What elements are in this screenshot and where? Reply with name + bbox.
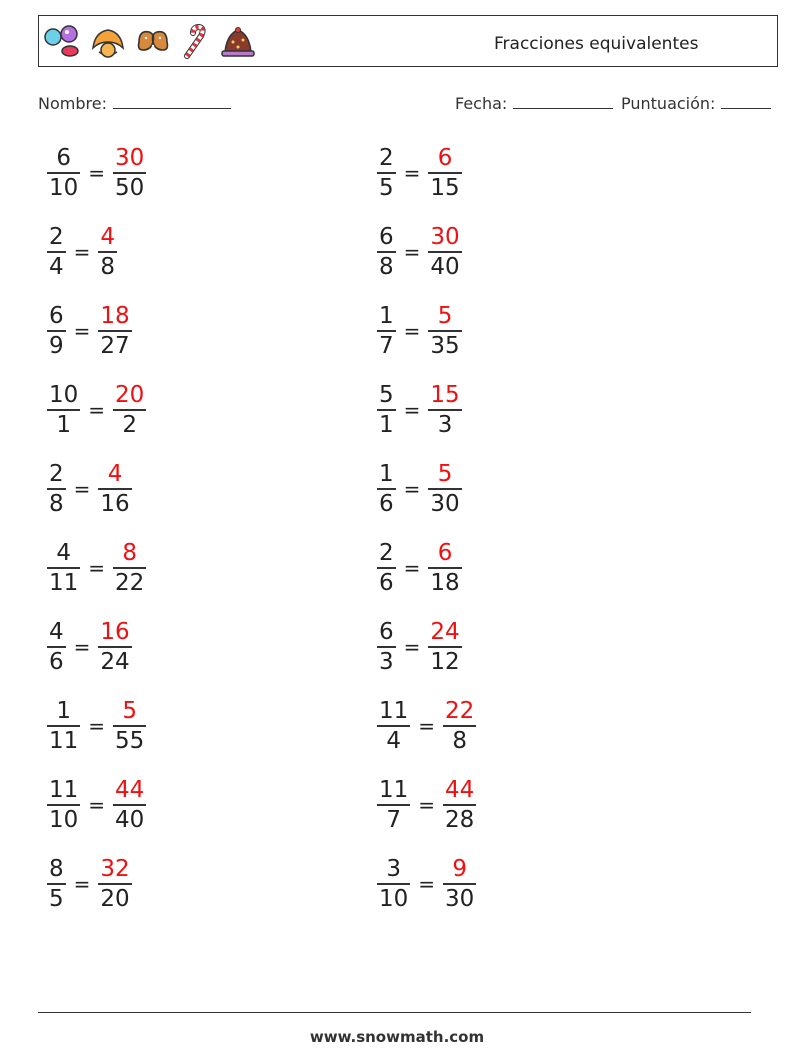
equals-sign: = bbox=[403, 398, 421, 422]
date-field bbox=[455, 94, 613, 113]
pretzel-icon bbox=[133, 24, 173, 60]
answer-denominator: 8 bbox=[100, 253, 116, 280]
answer-numerator: 30 bbox=[115, 145, 145, 172]
given-denominator: 6 bbox=[49, 648, 64, 675]
given-fraction bbox=[47, 618, 66, 675]
answer-fraction bbox=[98, 855, 131, 912]
answer-numerator: 44 bbox=[445, 777, 475, 804]
given-numerator: 6 bbox=[379, 619, 394, 646]
given-denominator: 5 bbox=[379, 174, 394, 201]
given-denominator: 9 bbox=[49, 332, 64, 359]
answer-fraction bbox=[428, 460, 461, 517]
given-numerator: 10 bbox=[49, 382, 79, 409]
given-numerator: 1 bbox=[379, 461, 394, 488]
given-numerator: 11 bbox=[379, 777, 409, 804]
given-denominator: 11 bbox=[49, 569, 79, 596]
problem-item bbox=[377, 613, 462, 681]
date-blank[interactable] bbox=[513, 94, 613, 109]
equals-sign: = bbox=[403, 556, 421, 580]
given-fraction bbox=[377, 460, 396, 517]
given-numerator: 4 bbox=[56, 540, 71, 567]
given-numerator: 6 bbox=[56, 145, 71, 172]
answer-numerator: 9 bbox=[452, 856, 467, 883]
given-numerator: 2 bbox=[379, 145, 394, 172]
croissant-icon bbox=[89, 24, 127, 60]
equals-sign: = bbox=[73, 635, 91, 659]
equals-sign: = bbox=[403, 319, 421, 343]
answer-denominator: 22 bbox=[115, 569, 145, 596]
answer-denominator: 50 bbox=[115, 174, 145, 201]
given-fraction bbox=[377, 381, 396, 438]
answer-denominator: 8 bbox=[452, 727, 467, 754]
given-numerator: 11 bbox=[49, 777, 79, 804]
given-fraction bbox=[377, 618, 396, 675]
given-numerator: 6 bbox=[49, 303, 64, 330]
problem-item bbox=[47, 218, 117, 286]
problem-item bbox=[377, 455, 462, 523]
given-denominator: 10 bbox=[49, 806, 79, 833]
answer-numerator: 15 bbox=[430, 382, 460, 409]
answer-numerator: 5 bbox=[437, 303, 453, 330]
answer-denominator: 3 bbox=[437, 411, 453, 438]
worksheet-header bbox=[38, 15, 778, 67]
given-denominator: 7 bbox=[386, 806, 401, 833]
given-numerator: 1 bbox=[379, 303, 394, 330]
answer-fraction bbox=[98, 223, 117, 280]
equals-sign: = bbox=[403, 240, 421, 264]
answer-denominator: 40 bbox=[430, 253, 460, 280]
given-denominator: 6 bbox=[379, 569, 394, 596]
name-field bbox=[38, 94, 231, 113]
given-fraction bbox=[377, 223, 396, 280]
worksheet-title: Fracciones equivalentes bbox=[494, 34, 699, 54]
equals-sign: = bbox=[73, 319, 91, 343]
equals-sign: = bbox=[88, 398, 106, 422]
score-field bbox=[621, 94, 771, 113]
given-numerator: 4 bbox=[49, 619, 64, 646]
footer-divider bbox=[38, 1012, 751, 1013]
answer-denominator: 27 bbox=[100, 332, 130, 359]
given-denominator: 7 bbox=[379, 332, 394, 359]
answer-fraction bbox=[428, 223, 461, 280]
equals-sign: = bbox=[418, 872, 436, 896]
name-label: Nombre: bbox=[38, 94, 107, 113]
equals-sign: = bbox=[73, 872, 91, 896]
answer-numerator: 6 bbox=[437, 540, 453, 567]
footer-url: www.snowmath.com bbox=[309, 1028, 485, 1046]
answer-denominator: 30 bbox=[430, 490, 460, 517]
given-denominator: 10 bbox=[379, 885, 409, 912]
answer-denominator: 55 bbox=[115, 727, 145, 754]
candy-cane-icon bbox=[179, 24, 213, 60]
equals-sign: = bbox=[88, 161, 106, 185]
answer-fraction bbox=[428, 302, 461, 359]
answer-fraction bbox=[428, 618, 461, 675]
answer-numerator: 32 bbox=[100, 856, 130, 883]
given-denominator: 8 bbox=[379, 253, 394, 280]
given-fraction bbox=[47, 776, 80, 833]
answer-fraction bbox=[443, 776, 476, 833]
answer-denominator: 24 bbox=[100, 648, 130, 675]
equals-sign: = bbox=[403, 161, 421, 185]
answer-numerator: 20 bbox=[115, 382, 145, 409]
answer-fraction bbox=[428, 381, 461, 438]
given-denominator: 10 bbox=[49, 174, 79, 201]
answer-numerator: 24 bbox=[430, 619, 460, 646]
answer-numerator: 6 bbox=[437, 145, 453, 172]
answer-fraction bbox=[113, 776, 146, 833]
answer-denominator: 12 bbox=[430, 648, 460, 675]
problem-item bbox=[377, 218, 462, 286]
equals-sign: = bbox=[403, 477, 421, 501]
answer-numerator: 30 bbox=[430, 224, 460, 251]
answer-fraction bbox=[428, 144, 461, 201]
given-fraction bbox=[47, 223, 66, 280]
answer-numerator: 4 bbox=[100, 224, 116, 251]
equals-sign: = bbox=[73, 240, 91, 264]
given-numerator: 8 bbox=[49, 856, 64, 883]
problem-item bbox=[47, 297, 132, 365]
score-label: Puntuación: bbox=[621, 94, 716, 113]
given-fraction bbox=[47, 302, 66, 359]
answer-numerator: 22 bbox=[445, 698, 475, 725]
equals-sign: = bbox=[403, 635, 421, 659]
problem-item bbox=[377, 771, 476, 839]
equals-sign: = bbox=[88, 714, 106, 738]
answer-fraction bbox=[113, 144, 146, 201]
answer-numerator: 5 bbox=[122, 698, 137, 725]
answer-denominator: 15 bbox=[430, 174, 460, 201]
name-blank[interactable] bbox=[113, 94, 231, 109]
given-denominator: 4 bbox=[49, 253, 64, 280]
answer-denominator: 16 bbox=[100, 490, 130, 517]
given-numerator: 3 bbox=[386, 856, 401, 883]
given-fraction bbox=[47, 144, 80, 201]
equals-sign: = bbox=[88, 793, 106, 817]
answer-numerator: 8 bbox=[122, 540, 137, 567]
given-fraction bbox=[47, 697, 80, 754]
given-numerator: 1 bbox=[56, 698, 71, 725]
given-denominator: 1 bbox=[379, 411, 394, 438]
answer-numerator: 44 bbox=[115, 777, 145, 804]
answer-fraction bbox=[443, 697, 476, 754]
answer-fraction bbox=[113, 697, 146, 754]
answer-numerator: 5 bbox=[437, 461, 453, 488]
equals-sign: = bbox=[418, 793, 436, 817]
given-fraction bbox=[377, 855, 410, 912]
given-denominator: 4 bbox=[386, 727, 401, 754]
given-denominator: 3 bbox=[379, 648, 394, 675]
score-blank[interactable] bbox=[721, 94, 771, 109]
given-numerator: 6 bbox=[379, 224, 394, 251]
answer-denominator: 18 bbox=[430, 569, 460, 596]
given-denominator: 1 bbox=[56, 411, 71, 438]
given-numerator: 2 bbox=[379, 540, 394, 567]
date-label: Fecha: bbox=[455, 94, 508, 113]
problem-item bbox=[377, 850, 476, 918]
problem-item bbox=[47, 139, 146, 207]
given-denominator: 11 bbox=[49, 727, 79, 754]
answer-numerator: 4 bbox=[107, 461, 123, 488]
given-denominator: 8 bbox=[49, 490, 64, 517]
given-fraction bbox=[47, 460, 66, 517]
problem-item bbox=[377, 376, 462, 444]
equals-sign: = bbox=[73, 477, 91, 501]
equals-sign: = bbox=[418, 714, 436, 738]
given-numerator: 11 bbox=[379, 698, 409, 725]
given-fraction bbox=[377, 539, 396, 596]
answer-numerator: 18 bbox=[100, 303, 130, 330]
answer-fraction bbox=[98, 618, 131, 675]
answer-fraction bbox=[443, 855, 476, 912]
answer-denominator: 30 bbox=[445, 885, 475, 912]
equals-sign: = bbox=[88, 556, 106, 580]
given-fraction bbox=[377, 776, 410, 833]
given-numerator: 5 bbox=[379, 382, 394, 409]
problem-item bbox=[47, 692, 146, 760]
given-denominator: 6 bbox=[379, 490, 394, 517]
given-fraction bbox=[377, 697, 410, 754]
given-fraction bbox=[47, 855, 66, 912]
candy-icon bbox=[43, 24, 83, 60]
answer-fraction bbox=[98, 460, 131, 517]
answer-fraction bbox=[113, 381, 146, 438]
answer-denominator: 2 bbox=[122, 411, 137, 438]
problem-item bbox=[47, 850, 132, 918]
problem-item bbox=[47, 613, 132, 681]
given-numerator: 2 bbox=[49, 224, 64, 251]
cake-icon bbox=[219, 24, 257, 60]
answer-denominator: 20 bbox=[100, 885, 130, 912]
problem-item bbox=[377, 534, 462, 602]
problem-item bbox=[47, 771, 146, 839]
given-fraction bbox=[47, 539, 80, 596]
problem-item bbox=[377, 692, 476, 760]
problem-item bbox=[47, 534, 146, 602]
header-icons bbox=[43, 22, 257, 62]
answer-numerator: 16 bbox=[100, 619, 130, 646]
given-fraction bbox=[377, 302, 396, 359]
answer-denominator: 28 bbox=[445, 806, 475, 833]
answer-denominator: 35 bbox=[430, 332, 460, 359]
given-fraction bbox=[377, 144, 396, 201]
given-fraction bbox=[47, 381, 80, 438]
answer-fraction bbox=[113, 539, 146, 596]
given-denominator: 5 bbox=[49, 885, 64, 912]
problem-item bbox=[47, 376, 146, 444]
problem-item bbox=[47, 455, 132, 523]
problem-item bbox=[377, 297, 462, 365]
answer-fraction bbox=[428, 539, 461, 596]
answer-denominator: 40 bbox=[115, 806, 145, 833]
answer-fraction bbox=[98, 302, 131, 359]
problem-item bbox=[377, 139, 462, 207]
given-numerator: 2 bbox=[49, 461, 64, 488]
